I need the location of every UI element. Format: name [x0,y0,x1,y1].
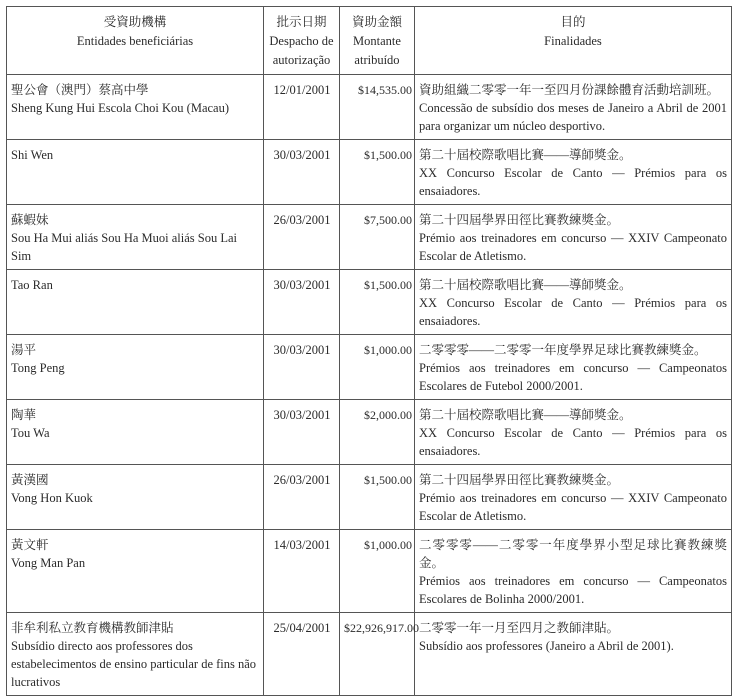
purpose-cn: 資助組織二零零一年一至四月份課餘體育活動培訓班。 [419,83,720,97]
subsidy-table [6,6,732,696]
purpose-cell [415,205,732,270]
entity-cell [7,530,264,613]
entity-cell [7,465,264,530]
entity-name-pt: Sheng Kung Hui Escola Choi Kou (Macau) [11,101,230,115]
purpose-pt: XX Concurso Escolar de Canto — Prémios para os ensaiadores. [419,426,727,458]
amount-cell: $22,926,917.00 [340,613,415,696]
table-row [7,465,732,530]
date-cell: 12/01/2001 [264,75,340,140]
purpose-cn: 第二十屆校際歌唱比賽——導師獎金。 [419,148,632,162]
purpose-cell [415,530,732,613]
entity-cell [7,270,264,335]
header-entities-pt: Entidades beneficiárias [76,34,194,48]
purpose-pt: Concessão de subsídio dos meses de Janeiro a Abril de 2001 para organizar um núcleo desportivo. [419,101,727,133]
header-entities-cn: 受資助機構 [103,15,167,29]
purpose-cn: 二零零一年一月至四月之教師津貼。 [419,621,620,635]
purpose-pt: Subsídio aos professores (Janeiro a Abril de 2001). [419,639,674,653]
entity-cell [7,613,264,696]
header-amount-cn: 資助金額 [351,15,402,29]
table-row [7,140,732,205]
entity-name-cn: 聖公會（澳門）蔡高中學 [11,83,149,97]
table-row [7,205,732,270]
entity-name-pt: Subsídio directo aos professores dos estabelecimentos de ensino particular de fins não lucrativos [11,639,257,689]
amount-cell: $2,000.00 [340,400,415,465]
purpose-cell [415,465,732,530]
entity-name-cn: 黃漢國 [11,473,49,487]
header-date-pt2: autorização [272,53,331,67]
header-entities [7,7,264,75]
amount-cell: $14,535.00 [340,75,415,140]
entity-cell [7,335,264,400]
date-cell: 26/03/2001 [264,465,340,530]
purpose-pt: XX Concurso Escolar de Canto — Prémios para os ensaiadores. [419,296,727,328]
amount-cell: $1,000.00 [340,530,415,613]
entity-name-pt: Tao Ran [11,278,53,292]
amount-cell: $1,500.00 [340,270,415,335]
purpose-pt: Prémios aos treinadores em concurso — Campeonatos Escolares de Bolinha 2000/2001. [419,574,727,606]
purpose-pt: XX Concurso Escolar de Canto — Prémios para os ensaiadores. [419,166,727,198]
header-date-cn: 批示日期 [276,15,327,29]
entity-cell [7,140,264,205]
purpose-cn: 二零零零——二零零一年度學界足球比賽教練獎金。 [419,343,707,357]
date-cell: 26/03/2001 [264,205,340,270]
table-row [7,613,732,696]
date-cell: 25/04/2001 [264,613,340,696]
purpose-cn: 第二十四屆學界田徑比賽教練獎金。 [419,213,620,227]
date-cell: 30/03/2001 [264,400,340,465]
entity-name-pt: Shi Wen [11,148,54,162]
header-purpose-cn: 目的 [560,15,586,29]
entity-name-cn: 陶華 [11,408,37,422]
table-row [7,75,732,140]
date-cell: 14/03/2001 [264,530,340,613]
purpose-cell [415,335,732,400]
header-amount-pt1: Montante [353,34,401,48]
header-purpose-pt: Finalidades [544,34,602,48]
amount-cell: $1,500.00 [340,140,415,205]
amount-cell: $1,000.00 [340,335,415,400]
purpose-cell [415,400,732,465]
header-amount-pt2: atribuído [354,53,400,67]
table-row [7,400,732,465]
purpose-cn: 二零零零——二零零一年度學界小型足球比賽教練獎金。 [419,538,727,570]
header-date [264,7,340,75]
subsidy-table-page [6,6,731,689]
amount-cell: $1,500.00 [340,465,415,530]
purpose-cell [415,140,732,205]
entity-cell [7,205,264,270]
purpose-cell [415,613,732,696]
entity-name-pt: Vong Man Pan [11,556,86,570]
entity-cell [7,75,264,140]
table-row [7,270,732,335]
table-header-row [7,7,732,75]
entity-name-cn: 湯平 [11,343,37,357]
header-purpose [415,7,732,75]
entity-name-cn: 黃文軒 [11,538,49,552]
purpose-cn: 第二十四屆學界田徑比賽教練獎金。 [419,473,620,487]
header-amount [340,7,415,75]
entity-name-pt: Vong Hon Kuok [11,491,93,505]
entity-name-cn: 非牟利私立教育機構教師津貼 [11,621,174,635]
entity-name-cn: 蘇蝦妹 [11,213,49,227]
date-cell: 30/03/2001 [264,140,340,205]
date-cell: 30/03/2001 [264,335,340,400]
table-row [7,335,732,400]
entity-cell [7,400,264,465]
entity-name-pt: Sou Ha Mui aliás Sou Ha Muoi aliás Sou Lai Sim [11,231,238,263]
purpose-cell [415,75,732,140]
purpose-pt: Prémios aos treinadores em concurso — Campeonatos Escolares de Futebol 2000/2001. [419,361,727,393]
purpose-pt: Prémio aos treinadores em concurso — XXIV Campeonato Escolar de Atletismo. [419,231,727,263]
date-cell: 30/03/2001 [264,270,340,335]
header-date-pt1: Despacho de [269,34,334,48]
entity-name-pt: Tong Peng [11,361,65,375]
entity-name-pt: Tou Wa [11,426,50,440]
purpose-cn: 第二十屆校際歌唱比賽——導師獎金。 [419,278,632,292]
purpose-pt: Prémio aos treinadores em concurso — XXIV Campeonato Escolar de Atletismo. [419,491,727,523]
table-row [7,530,732,613]
purpose-cell [415,270,732,335]
amount-cell: $7,500.00 [340,205,415,270]
purpose-cn: 第二十屆校際歌唱比賽——導師獎金。 [419,408,632,422]
